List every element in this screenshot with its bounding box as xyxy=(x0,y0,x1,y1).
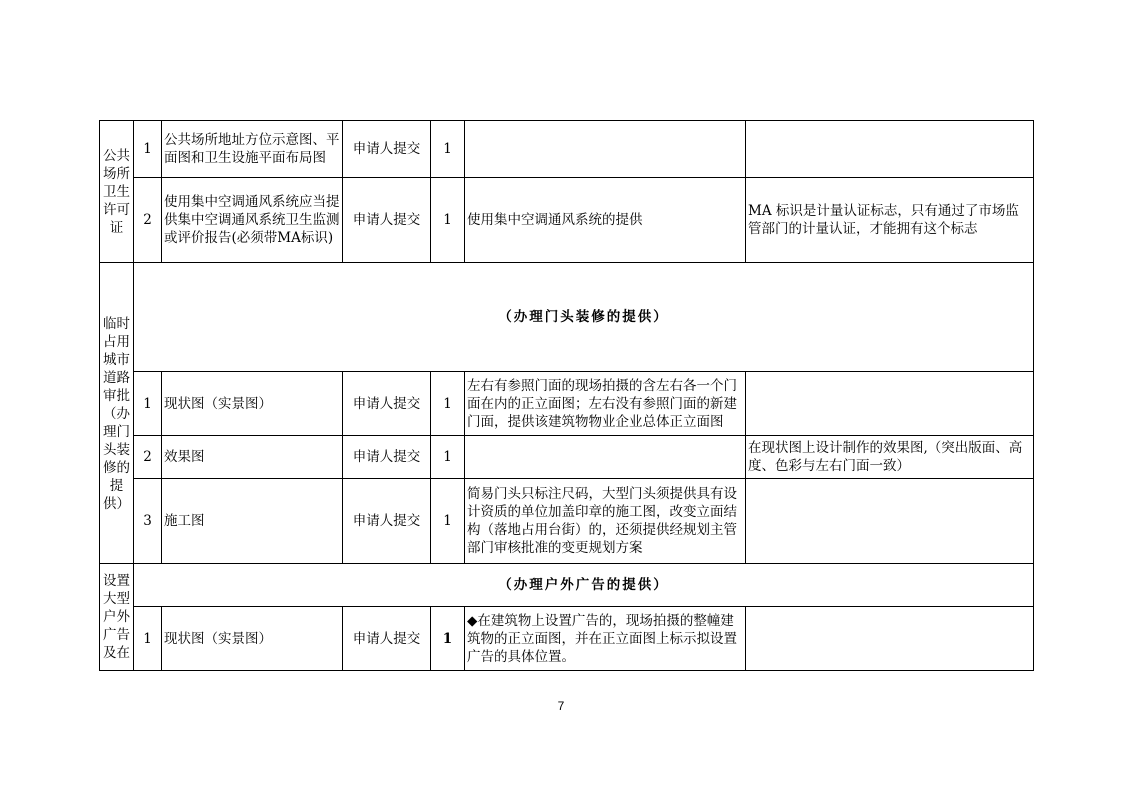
note xyxy=(746,607,1034,671)
copies: 1 xyxy=(431,121,465,178)
copies: 1 xyxy=(431,372,465,436)
material-source: 申请人提交 xyxy=(343,479,431,564)
material-name: 公共场所地址方位示意图、平面图和卫生设施平面布局图 xyxy=(162,121,343,178)
material-source: 申请人提交 xyxy=(343,436,431,479)
copies: 1 xyxy=(431,436,465,479)
table-row xyxy=(100,178,1034,263)
requirement xyxy=(465,436,746,479)
table-row xyxy=(100,436,1034,479)
table-row xyxy=(100,263,1034,372)
row-number: 1 xyxy=(134,607,162,671)
note: 在现状图上设计制作的效果图,（突出版面、高度、色彩与左右门面一致） xyxy=(746,436,1034,479)
material-name: 效果图 xyxy=(162,436,343,479)
requirement: 左右有参照门面的现场拍摄的含左右各一个门面在内的正立面图；左右没有参照门面的新建门面，提供该建筑物物业企业总体正立面图 xyxy=(465,372,746,436)
copies: 1 xyxy=(431,178,465,263)
material-name: 施工图 xyxy=(162,479,343,564)
material-source: 申请人提交 xyxy=(343,607,431,671)
material-name: 现状图（实景图） xyxy=(162,372,343,436)
page-number: 7 xyxy=(557,699,565,713)
section-banner: （办理户外广告的提供） xyxy=(134,564,1034,607)
category-cell: 设置大型户外广告及在 xyxy=(100,564,134,671)
row-number: 1 xyxy=(134,372,162,436)
requirement: ◆在建筑物上设置广告的，现场拍摄的整幢建筑物的正立面图，并在正立面图上标示拟设置广告的具体位置。 xyxy=(465,607,746,671)
table-row xyxy=(100,121,1034,178)
table-row xyxy=(100,607,1034,671)
section-banner: （办理门头装修的提供） xyxy=(134,263,1034,372)
copies: 1 xyxy=(431,479,465,564)
row-number: 2 xyxy=(134,436,162,479)
material-source: 申请人提交 xyxy=(343,121,431,178)
material-name: 使用集中空调通风系统应当提供集中空调通风系统卫生监测或评价报告(必须带MA标识) xyxy=(162,178,343,263)
materials-table xyxy=(99,120,1034,671)
category-cell: 公共场所卫生许可证 xyxy=(100,121,134,263)
material-source: 申请人提交 xyxy=(343,372,431,436)
row-number: 2 xyxy=(134,178,162,263)
note xyxy=(746,121,1034,178)
note xyxy=(746,479,1034,564)
table-row xyxy=(100,479,1034,564)
requirement xyxy=(465,121,746,178)
material-name: 现状图（实景图） xyxy=(162,607,343,671)
note: MA 标识是计量认证标志，只有通过了市场监管部门的计量认证，才能拥有这个标志 xyxy=(746,178,1034,263)
row-number: 3 xyxy=(134,479,162,564)
table-row xyxy=(100,372,1034,436)
row-number: 1 xyxy=(134,121,162,178)
copies: 1 xyxy=(431,607,465,671)
material-source: 申请人提交 xyxy=(343,178,431,263)
note xyxy=(746,372,1034,436)
table-row xyxy=(100,564,1034,607)
requirement: 使用集中空调通风系统的提供 xyxy=(465,178,746,263)
category-cell: 临时占用城市道路审批（办理门头装修的提供） xyxy=(100,263,134,564)
requirement: 简易门头只标注尺码，大型门头须提供具有设计资质的单位加盖印章的施工图，改变立面结构（落地占用台街）的，还须提供经规划主管部门审核批准的变更规划方案 xyxy=(465,479,746,564)
